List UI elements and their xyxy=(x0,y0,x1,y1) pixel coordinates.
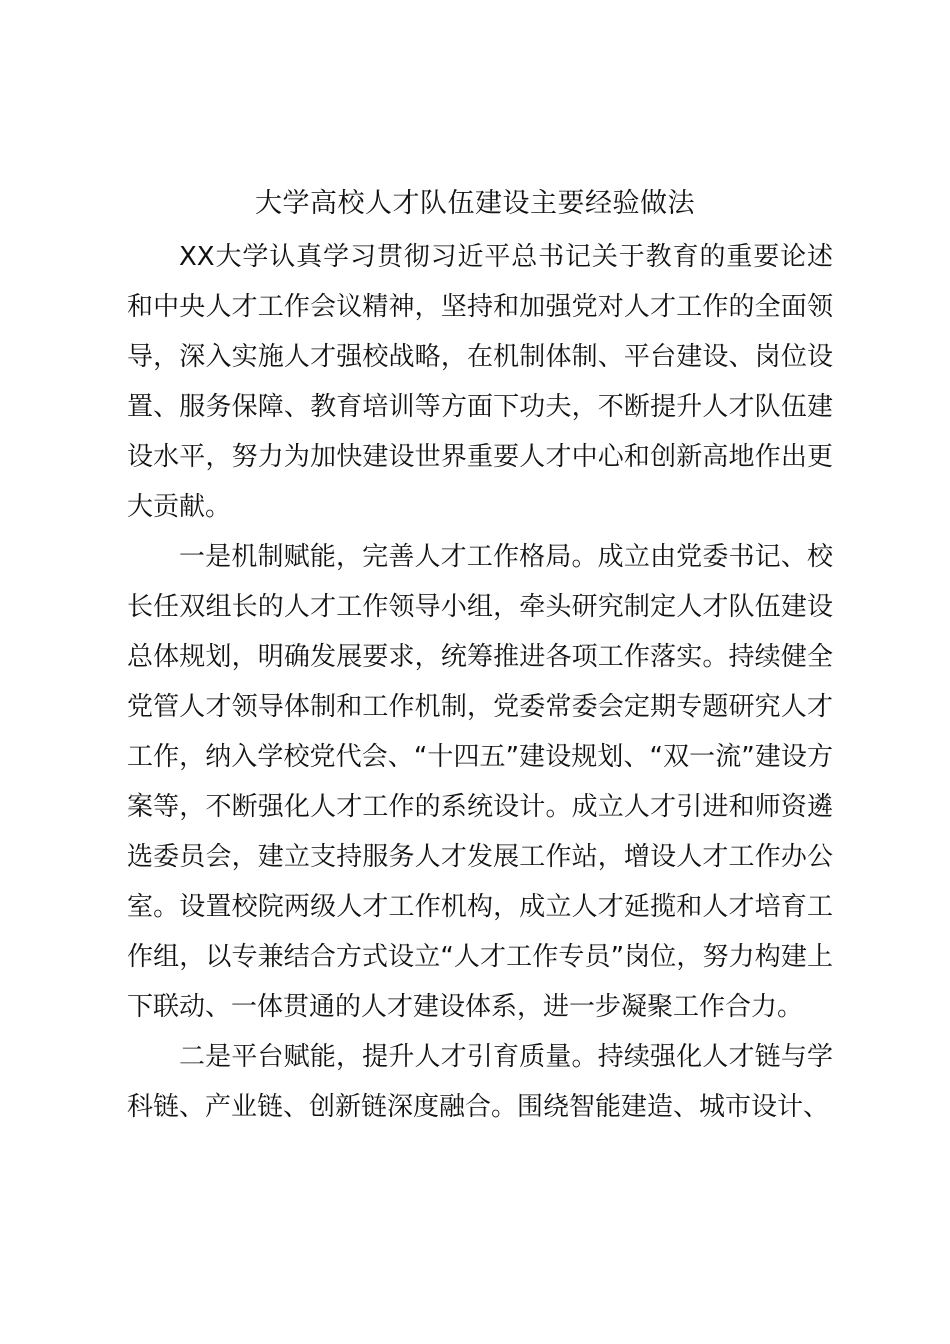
document-body xyxy=(127,232,833,1132)
paragraph-mechanism: 一是机制赋能，完善人才工作格局。成立由党委书记、校长任双组长的人才工作领导小组，牵头研究制定人才队伍建设总体规划，明确发展要求，统筹推进各项工作落实。持续健全党管人才领导体制和工作机制，党委常委会定期专题研究人才工作，纳入学校党代会、“十四五”建设规划、“双一流”建设方案等，不断强化人才工作的系统设计。成立人才引进和师资遴选委员会，建立支持服务人才发展工作站，增设人才工作办公室。设置校院两级人才工作机构，成立人才延揽和人才培育工作组，以专兼结合方式设立“人才工作专员”岗位，努力构建上下联动、一体贯通的人才建设体系，进一步凝聚工作合力。 xyxy=(127,542,833,1022)
paragraph-intro: XX大学认真学习贯彻习近平总书记关于教育的重要论述和中央人才工作会议精神，坚持和加强党对人才工作的全面领导，深入实施人才强校战略，在机制体制、平台建设、岗位设置、服务保障、教育培训等方面下功夫，不断提升人才队伍建设水平，努力为加快建设世界重要人才中心和创新高地作出更大贡献。 xyxy=(127,242,833,522)
paragraph-platform: 二是平台赋能，提升人才引育质量。持续强化人才链与学科链、产业链、创新链深度融合。围绕智能建造、城市设计、 xyxy=(127,1042,833,1122)
document-title: 大学高校人才队伍建设主要经验做法 xyxy=(255,188,695,219)
